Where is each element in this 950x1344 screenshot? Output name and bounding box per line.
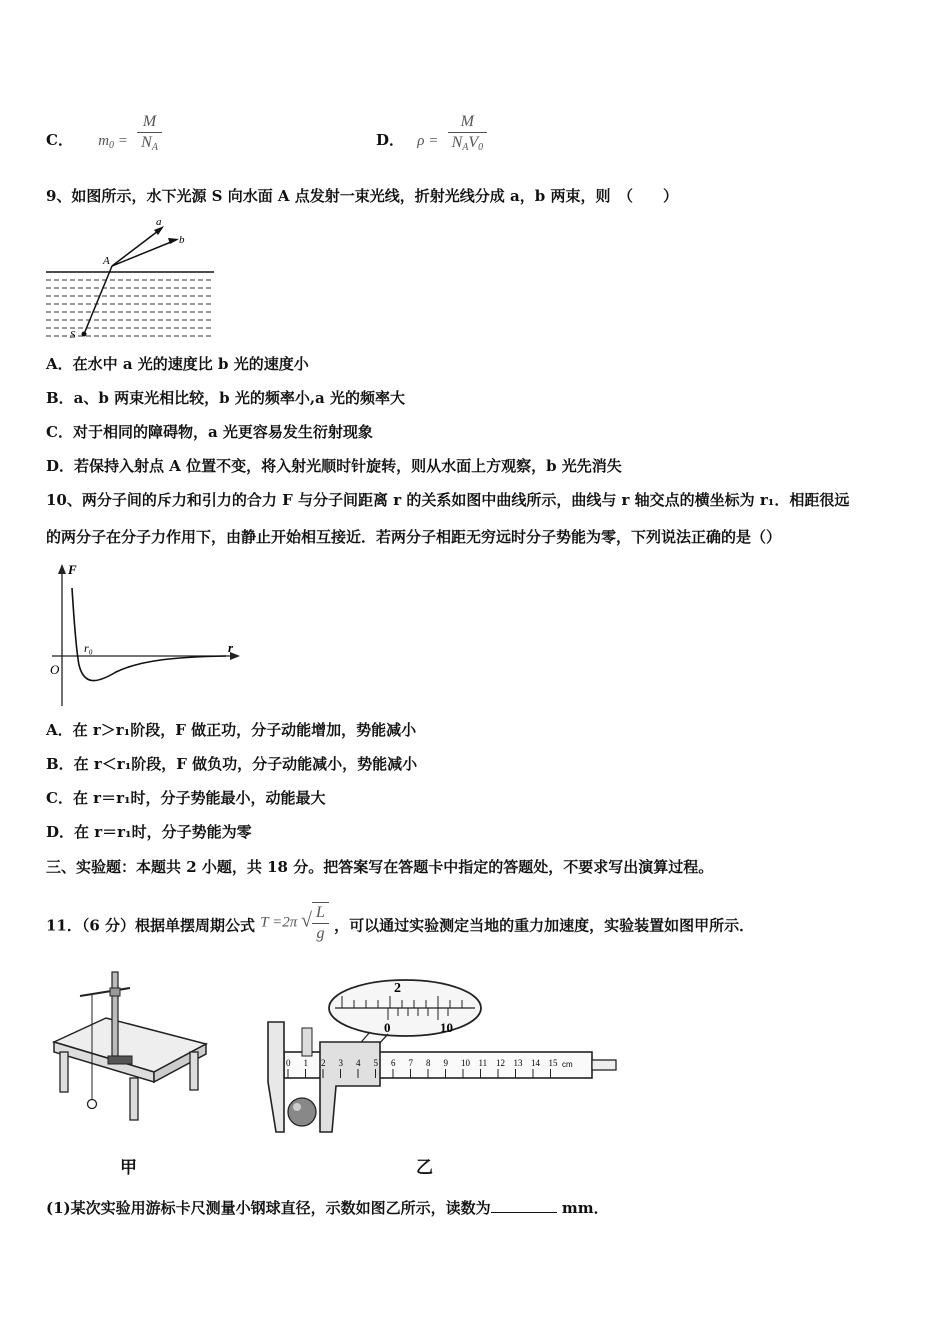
q10-stem-line2: 的两分子在分子力作用下，由静止开始相互接近．若两分子相距无穷远时分子势能为零，下列说法正确的是（） (46, 528, 782, 546)
formula-pendulum: T =2π √ $\frac{L}{g}$ (260, 902, 329, 944)
scale-number: 14 (531, 1058, 540, 1068)
q8-option-d: D． ρ = $\frac{M}{N_AV_0}$ (376, 118, 491, 164)
label-S: S (70, 329, 76, 341)
q10-option-d: D．在 r＝r₁时，分子势能为零 (46, 823, 252, 841)
scale-number: 6 (391, 1058, 396, 1068)
bubble-main-2: 2 (394, 981, 401, 996)
scale-number: 7 (408, 1058, 413, 1068)
q11-stem: 11．（6 分）根据单摆周期公式 T =2π √ $\frac{L}{g}$ ，可以通过实验测定当地的重力加速度，实验装置如图甲所示． (46, 904, 755, 942)
q10-stem-line1: 10、两分子间的斥力和引力的合力 F 与分子间距离 r 的关系如图中曲线所示，曲线与 r 轴交点的横坐标为 r₁．相距很远 (46, 491, 850, 509)
formula-m0: $\frac{M}{N_A}$ (137, 112, 162, 158)
scale-number: 5 (373, 1058, 378, 1068)
q9-option-a: A．在水中 a 光的速度比 b 光的速度小 (46, 355, 309, 373)
label-r: r (228, 640, 234, 655)
scale-number: 8 (426, 1058, 431, 1068)
scale-number: 11 (478, 1058, 488, 1068)
scale-number: 15 (548, 1058, 558, 1068)
q10-option-c: C．在 r＝r₁时，分子势能最小，动能最大 (46, 789, 326, 807)
answer-blank[interactable] (491, 1198, 557, 1213)
label-A: A (103, 255, 110, 267)
q11-part1: (1)某次实验用游标卡尺测量小钢球直径，示数如图乙所示，读数为 mm． (46, 1199, 609, 1217)
scale-number: 9 (443, 1058, 448, 1068)
label-a: a (156, 216, 162, 228)
formula-rho: $\frac{M}{N_AV_0}$ (448, 112, 488, 158)
q9-refraction-figure (46, 214, 214, 342)
scale-number: 0 (286, 1058, 291, 1068)
q11-pendulum-apparatus (50, 966, 210, 1126)
q11-vernier-caliper (250, 972, 620, 1140)
label-O: O (50, 662, 60, 677)
q10-force-graph (46, 560, 244, 708)
label-F: F (68, 562, 77, 577)
bubble-vernier-10: 10 (440, 1020, 453, 1035)
scale-unit: cm (562, 1060, 573, 1069)
scale-number: 1 (303, 1058, 308, 1068)
label-r0: r₀ (84, 641, 93, 655)
q9-option-d: D．若保持入射点 A 位置不变，将入射光顺时针旋转，则从水面上方观察，b 光先消失 (46, 457, 622, 475)
scale-number: 2 (321, 1058, 326, 1068)
scale-number: 4 (356, 1058, 361, 1068)
label-b: b (179, 234, 185, 246)
q9-option-c: C．对于相同的障碍物，a 光更容易发生衍射现象 (46, 423, 373, 441)
fig-jia-label: 甲 (120, 1158, 137, 1178)
section3-heading: 三、实验题：本题共 2 小题，共 18 分。把答案写在答题卡中指定的答题处，不要求写出演算过程。 (46, 858, 714, 876)
q10-option-b: B．在 r＜r₁阶段，F 做负功，分子动能减小，势能减小 (46, 755, 418, 773)
scale-number: 3 (338, 1058, 343, 1068)
q9-stem: 9、如图所示，水下光源 S 向水面 A 点发射一束光线，折射光线分成 a，b 两束，则 （ ） (46, 187, 678, 205)
q9-option-b: B．a、b 两束光相比较，b 光的频率小,a 光的频率大 (46, 389, 405, 407)
q10-option-a: A．在 r＞r₁阶段，F 做正功，分子动能增加，势能减小 (46, 721, 417, 739)
scale-number: 10 (461, 1058, 470, 1068)
q8-option-c: C． $m_0$ = $\frac{M}{N_A}$ (46, 118, 166, 164)
bubble-vernier-0: 0 (384, 1020, 391, 1035)
fig-yi-label: 乙 (416, 1158, 433, 1178)
scale-number: 13 (513, 1058, 523, 1068)
scale-number: 12 (496, 1058, 505, 1068)
